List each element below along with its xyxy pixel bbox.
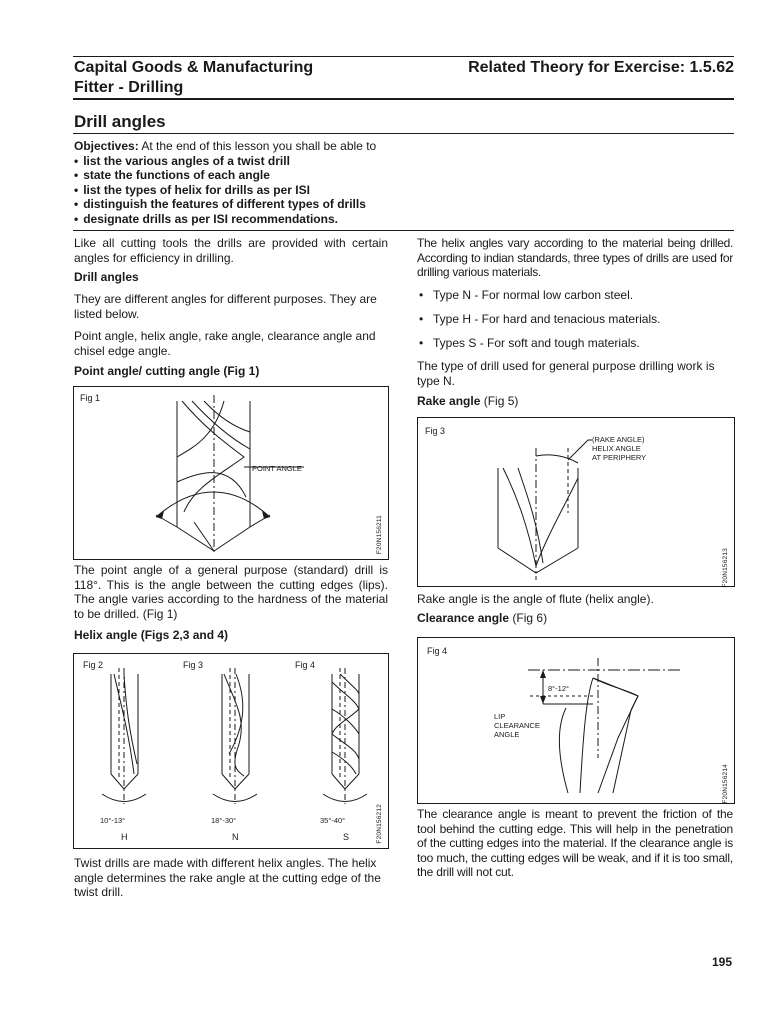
- objective-item: • distinguish the features of different types of drills: [74, 197, 714, 212]
- figure-clearance-angle: [417, 637, 735, 804]
- page-number: 195: [711, 955, 732, 969]
- objective-item: • list the various angles of a twist drill: [74, 154, 714, 169]
- header-exercise: Related Theory for Exercise: 1.5.62: [468, 59, 734, 76]
- fig1-label: Fig 1: [80, 393, 101, 403]
- figure-rake-angle: [417, 417, 735, 587]
- header-course-line1: Capital Goods & Manufacturing: [74, 59, 314, 76]
- helix-range-h: 10°-13°: [100, 816, 126, 825]
- header-course-line2: Fitter - Drilling: [74, 79, 184, 96]
- heading-rake-angle: [417, 394, 518, 409]
- figure-point-angle: [73, 386, 389, 560]
- objective-item: • state the functions of each angle: [74, 168, 714, 183]
- para-angle-list: Point angle, helix angle, rake angle, clearance angle and chisel edge angle.: [74, 329, 376, 358]
- clear-annotation-l2: CLEARANCE: [494, 721, 540, 730]
- heading-point-angle: Point angle/ cutting angle (Fig 1): [74, 364, 260, 378]
- heading-rake-ref: (Fig 5): [483, 394, 519, 408]
- fig-clear-label: Fig 4: [427, 646, 448, 656]
- fig-clear-range: 8°-12°: [548, 684, 570, 693]
- objective-item: • list the types of helix for drills as per ISI: [74, 183, 714, 198]
- rake-annotation-l1: (RAKE ANGLE): [592, 435, 645, 444]
- fig-clear-code: F20N156214: [722, 764, 729, 804]
- helix-type-s: S: [343, 832, 350, 842]
- drill-type-item: • Type N - For normal low carbon steel.: [417, 288, 733, 302]
- helix-range-n: 18°-30°: [211, 816, 237, 825]
- fig2-label: Fig 2: [83, 660, 104, 670]
- helix-type-h: H: [121, 832, 128, 842]
- clear-annotation-l1: LIP: [494, 712, 506, 721]
- rake-annotation-l2: HELIX ANGLE: [592, 444, 641, 453]
- header-top-rule: [73, 56, 734, 57]
- fig-rake-annotation: [592, 435, 646, 462]
- fig-helix-code: F20N156212: [376, 804, 383, 844]
- para-helix-vary: The helix angles vary according to the material being drilled. According to indian standards, three types of drills are used for drilling various materials.: [417, 236, 733, 279]
- heading-clearance-bold: Clearance angle: [417, 611, 510, 625]
- drill-type-item: • Types S - For soft and tough materials.: [417, 336, 733, 350]
- helix-type-n: N: [232, 832, 239, 842]
- para-purposes: They are different angles for different purposes. They are listed below.: [74, 292, 377, 321]
- header-course: [74, 58, 313, 98]
- objectives-intro: [74, 139, 714, 154]
- figure-helix-angles: [73, 653, 389, 849]
- rake-angle-drawing: [418, 418, 734, 586]
- heading-clearance-ref: (Fig 6): [512, 611, 548, 625]
- heading-rake-bold: Rake angle: [417, 394, 481, 408]
- heading-drill-angles: Drill angles: [74, 270, 139, 284]
- para-helix: Twist drills are made with different helix angles. The helix angle determines the rake angle at the cutting edge of the twist drill.: [74, 856, 381, 899]
- fig-rake-label: Fig 3: [425, 426, 446, 436]
- header-bottom-rule: [73, 98, 734, 100]
- heading-clearance-angle: [417, 611, 547, 626]
- para-rake: Rake angle is the angle of flute (helix angle).: [417, 592, 654, 606]
- drill-types-list: [417, 288, 733, 360]
- objectives-intro-text: At the end of this lesson you shall be able to: [141, 139, 377, 153]
- page-title: Drill angles: [74, 112, 166, 131]
- fig3-label: Fig 3: [183, 660, 204, 670]
- objectives-rule: [73, 230, 734, 231]
- fig1-annotation: POINT ANGLE: [252, 464, 302, 473]
- para-type-n: The type of drill used for general purpose drilling work is type N.: [417, 359, 715, 388]
- clear-annotation-l3: ANGLE: [494, 730, 520, 739]
- objectives-list: [74, 154, 714, 227]
- fig-clear-annotation: [494, 712, 540, 739]
- rake-annotation-l3: AT PERIPHERY: [592, 453, 647, 462]
- title-rule: [73, 133, 734, 134]
- objectives-label: Objectives:: [74, 139, 139, 153]
- objectives: [74, 139, 714, 226]
- para-clearance: The clearance angle is meant to prevent the friction of the tool behind the cutting edge. This will help in the penetration of the cutting edges into the material. If the clearance angle is too much, the cutting edges will be weak, and if it is too small, the drill will not cut.: [417, 807, 733, 879]
- drill-type-item: • Type H - For hard and tenacious materials.: [417, 312, 733, 326]
- para-point-angle: The point angle of a general purpose (standard) drill is 118°. This is the angle between the cutting edges (lips). The angle varies according to the hardness of the material to be drilled. (Fig 1): [74, 563, 388, 621]
- heading-helix-angle: Helix angle (Figs 2,3 and 4): [74, 628, 229, 642]
- fig1-code: F20N156211: [376, 515, 383, 555]
- para-intro: Like all cutting tools the drills are provided with certain angles for efficiency in drilling.: [74, 236, 388, 265]
- fig4-label: Fig 4: [295, 660, 316, 670]
- drill-point-angle-drawing: [74, 387, 388, 559]
- helix-range-s: 35°-40°: [320, 816, 346, 825]
- fig-rake-code: F20N156213: [722, 548, 729, 588]
- objective-item: • designate drills as per ISI recommendations.: [74, 212, 714, 227]
- clearance-angle-drawing: [418, 638, 734, 803]
